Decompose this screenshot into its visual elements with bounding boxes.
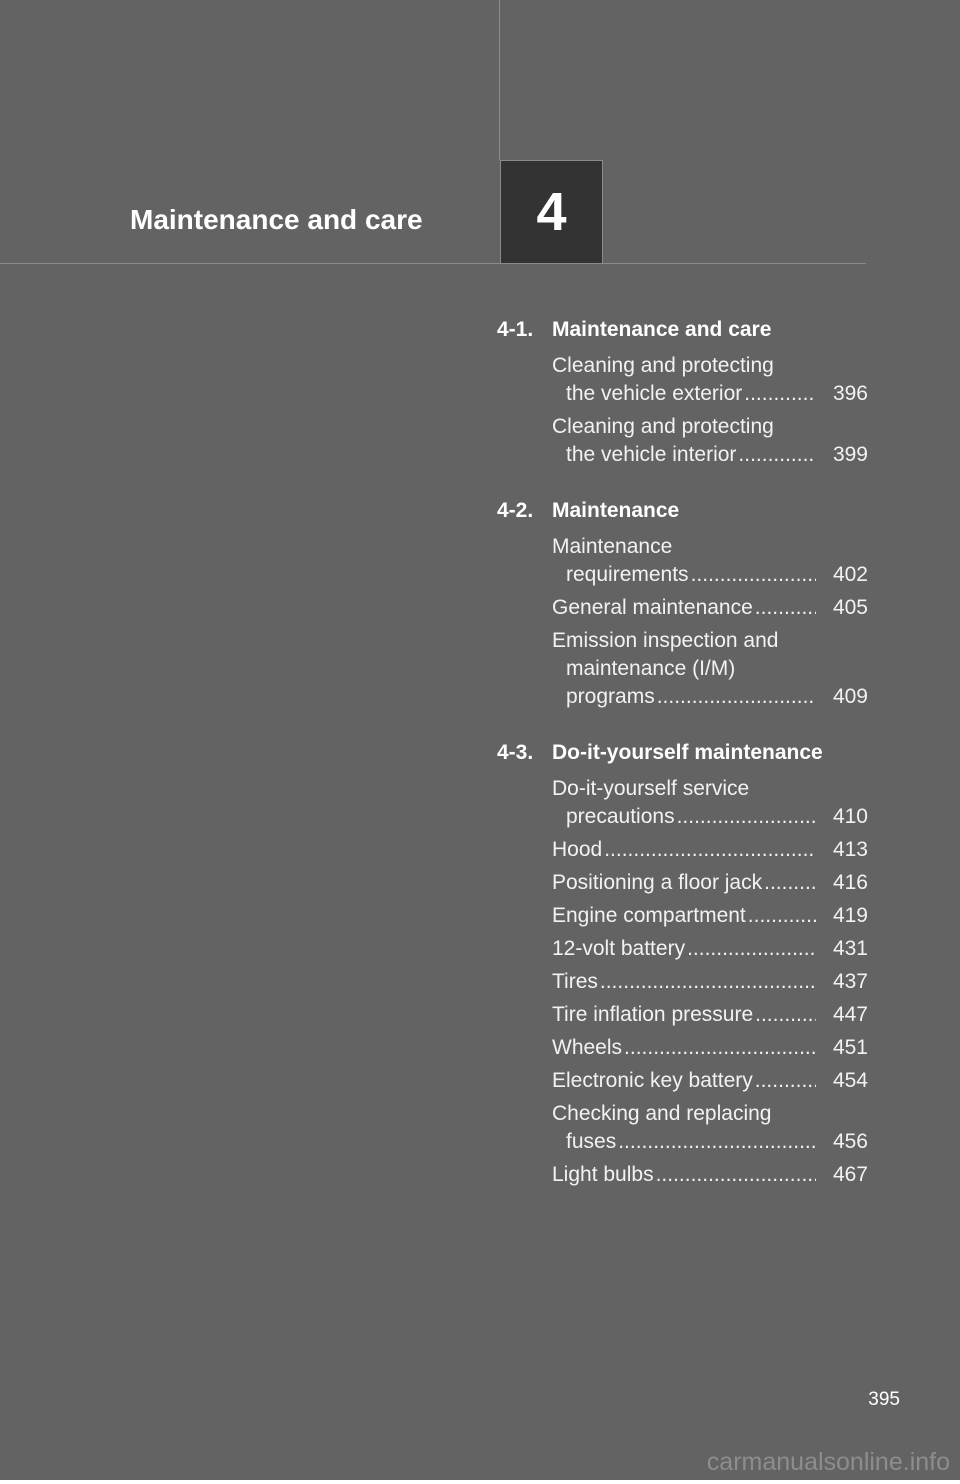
entry-title-line: Cleaning and protecting [552, 415, 774, 438]
toc-entry[interactable] [552, 533, 868, 589]
entry-title-line: Do-it-yourself service [552, 777, 750, 800]
entry-title-line: Maintenance [552, 535, 673, 558]
entry-line [552, 803, 868, 831]
section-title: Maintenance and care [552, 318, 772, 341]
entry-line [552, 968, 868, 996]
toc-section [497, 497, 868, 711]
header-horizontal-rule [0, 263, 866, 264]
dot-leader [604, 836, 816, 864]
entry-line [552, 935, 868, 963]
entry-title-line: maintenance (I/M) [566, 657, 736, 680]
entry-page-number: 419 [832, 904, 868, 927]
entry-page-number: 416 [832, 871, 868, 894]
entry-title: Engine compartment [552, 904, 746, 927]
toc-section [497, 316, 868, 469]
entry-line [552, 836, 868, 864]
section-heading[interactable] [497, 316, 868, 344]
toc-entry[interactable] [552, 1100, 868, 1156]
watermark: carmanualsonline.info [706, 1448, 950, 1476]
entry-title: Wheels [552, 1036, 623, 1059]
entry-title: Hood [552, 838, 603, 861]
dot-leader [755, 1001, 816, 1029]
entry-page-number: 399 [832, 443, 868, 466]
section-number: 4-3. [497, 741, 534, 764]
entry-title-line: Checking and replacing [552, 1102, 772, 1125]
toc-entry[interactable] [552, 594, 868, 622]
section-number: 4-1. [497, 318, 534, 341]
entry-title: precautions [566, 805, 675, 828]
entry-page-number: 396 [832, 382, 868, 405]
section-number: 4-2. [497, 499, 534, 522]
entry-title: Electronic key battery [552, 1069, 753, 1092]
entry-line [552, 1128, 868, 1156]
entry-page-number: 405 [832, 596, 868, 619]
dot-leader [657, 683, 816, 711]
entry-page-number: 467 [832, 1163, 868, 1186]
entry-line [552, 1034, 868, 1062]
entry-title: fuses [566, 1130, 617, 1153]
dot-leader [677, 803, 816, 831]
entry-title: programs [566, 685, 655, 708]
entry-page-number: 410 [832, 805, 868, 828]
entry-title: Positioning a floor jack [552, 871, 763, 894]
entry-page-number: 437 [832, 970, 868, 993]
entry-title: the vehicle interior [566, 443, 737, 466]
toc-section [497, 739, 868, 1189]
entry-line [552, 683, 868, 711]
entry-title: Light bulbs [552, 1163, 654, 1186]
dot-leader [691, 561, 816, 589]
section-title: Do-it-yourself maintenance [552, 741, 823, 764]
entry-page-number: 402 [832, 563, 868, 586]
entry-line [552, 1001, 868, 1029]
toc-entry[interactable] [552, 775, 868, 831]
header-vertical-rule [499, 0, 500, 160]
entry-page-number: 451 [832, 1036, 868, 1059]
dot-leader [764, 869, 816, 897]
page-number: 395 [868, 1389, 900, 1410]
entry-line [552, 380, 868, 408]
dot-leader [600, 968, 816, 996]
entry-title: requirements [566, 563, 689, 586]
toc-entry[interactable] [552, 413, 868, 469]
section-heading[interactable] [497, 739, 868, 767]
entry-line [552, 1161, 868, 1189]
dot-leader [624, 1034, 816, 1062]
entry-line [552, 902, 868, 930]
entry-title: the vehicle exterior [566, 382, 743, 405]
toc-entry[interactable] [552, 836, 868, 864]
dot-leader [755, 1067, 816, 1095]
entry-line [552, 869, 868, 897]
chapter-title: Maintenance and care [130, 204, 423, 235]
dot-leader [755, 594, 816, 622]
entry-line [552, 441, 868, 469]
dot-leader [618, 1128, 816, 1156]
toc-entry[interactable] [552, 1034, 868, 1062]
entry-title-line: Cleaning and protecting [552, 354, 774, 377]
entry-page-number: 454 [832, 1069, 868, 1092]
entry-title: Tires [552, 970, 598, 993]
entry-title: Tire inflation pressure [552, 1003, 754, 1026]
table-of-contents [497, 316, 868, 1217]
toc-entry[interactable] [552, 968, 868, 996]
dot-leader [748, 902, 816, 930]
toc-entry[interactable] [552, 1161, 868, 1189]
toc-entry[interactable] [552, 869, 868, 897]
dot-leader [744, 380, 816, 408]
chapter-number: 4 [536, 182, 567, 242]
entry-page-number: 447 [832, 1003, 868, 1026]
section-title: Maintenance [552, 499, 680, 522]
toc-entry[interactable] [552, 1067, 868, 1095]
entry-line [552, 561, 868, 589]
toc-entry[interactable] [552, 902, 868, 930]
entry-page-number: 431 [832, 937, 868, 960]
dot-leader [656, 1161, 816, 1189]
chapter-number-tab [500, 160, 603, 263]
entry-page-number: 409 [832, 685, 868, 708]
entry-title: 12-volt battery [552, 937, 686, 960]
entry-page-number: 413 [832, 838, 868, 861]
entry-page-number: 456 [832, 1130, 868, 1153]
dot-leader [738, 441, 816, 469]
toc-entry[interactable] [552, 352, 868, 408]
section-heading[interactable] [497, 497, 868, 525]
entry-title-line: Emission inspection and [552, 629, 779, 652]
entry-title: General maintenance [552, 596, 753, 619]
toc-entry[interactable] [552, 627, 868, 711]
dot-leader [687, 935, 816, 963]
entry-line [552, 594, 868, 622]
entry-line [552, 1067, 868, 1095]
toc-entry[interactable] [552, 935, 868, 963]
toc-entry[interactable] [552, 1001, 868, 1029]
